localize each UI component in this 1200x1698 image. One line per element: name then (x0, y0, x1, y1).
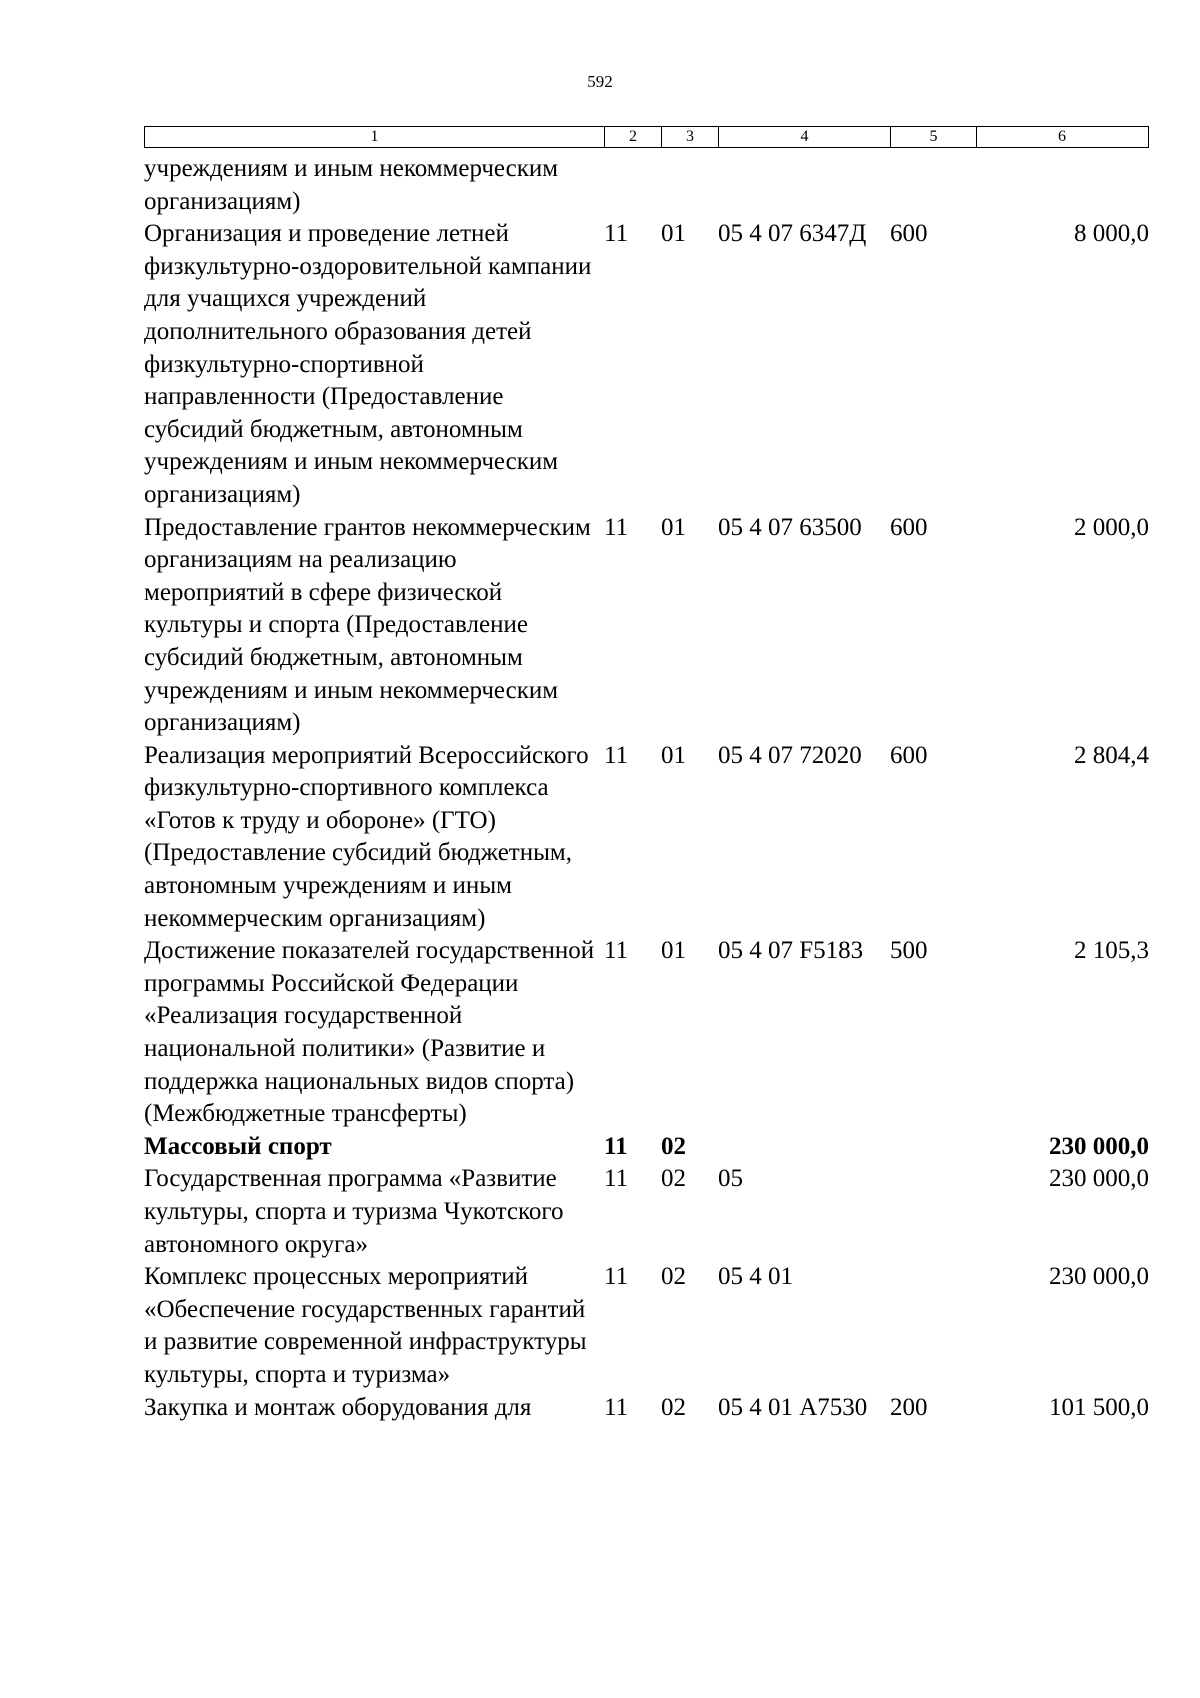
row-expense-type (890, 1131, 976, 1164)
row-amount: 230 000,0 (1049, 1165, 1149, 1193)
row-name: Предоставление грантов некоммерческим организациям на реализацию мероприятий в сфере физической культуры и спорта (Предоставление субсидий бюджетным, автономным учреждениям и иным некоммерческим организациям) (144, 513, 591, 737)
row-target-article: 05 4 07 72020 (718, 741, 862, 769)
row-amount: 230 000,0 (1049, 1132, 1149, 1160)
column-header-2: 2 (605, 127, 662, 147)
row-amount: 101 500,0 (1049, 1393, 1149, 1421)
row-subsection: 02 (661, 1132, 686, 1160)
row-amount: 2 804,4 (1074, 741, 1149, 769)
row-subsection: 02 (661, 1263, 686, 1291)
row-name: Достижение показателей государственной программы Российской Федерации «Реализация государственной национальной политики» (Развитие и поддержка национальных видов спорта) (Межбюджетные трансферты) (144, 937, 595, 1128)
row-subsection: 02 (661, 1393, 686, 1421)
column-header-6: 6 (1058, 128, 1066, 145)
row-target-article: 05 (718, 1165, 743, 1193)
row-target-article: 05 4 07 63500 (718, 513, 862, 541)
row-amount (976, 153, 1149, 218)
row-name: Массовый спорт (144, 1132, 332, 1160)
table-row (144, 1163, 1149, 1261)
page-number: 592 (587, 72, 613, 91)
row-target-article: 05 4 07 F5183 (718, 937, 864, 965)
row-target-article: 05 4 01 (718, 1263, 793, 1291)
row-subsection: 01 (661, 741, 686, 769)
column-header-4: 4 (719, 127, 891, 147)
budget-table (144, 153, 1149, 1424)
column-header-3: 3 (662, 127, 719, 147)
table-row (144, 935, 1149, 1131)
table-row (144, 218, 1149, 511)
row-expense-type: 600 (890, 220, 928, 248)
row-amount: 8 000,0 (1074, 220, 1149, 248)
column-header-row (144, 126, 1149, 148)
row-subsection: 02 (661, 1165, 686, 1193)
row-name: Комплекс процессных мероприятий «Обеспечение государственных гарантий и развитие современной инфраструктуры культуры, спорта и туризма» (144, 1263, 587, 1388)
row-amount: 2 105,3 (1074, 937, 1149, 965)
row-name: учреждениям и иным некоммерческим организациям) (144, 155, 559, 215)
row-target-article (718, 1131, 890, 1164)
row-section: 11 (604, 220, 629, 248)
row-expense-type (890, 1261, 976, 1391)
row-section: 11 (604, 1263, 629, 1291)
row-expense-type: 600 (890, 513, 928, 541)
table-row (144, 512, 1149, 740)
table-row (144, 153, 1149, 218)
row-section: 11 (604, 741, 629, 769)
table-row (144, 740, 1149, 936)
row-target-article: 05 4 01 А7530 (718, 1393, 868, 1421)
column-header-5: 5 (891, 127, 977, 147)
table-row (144, 1261, 1149, 1391)
row-section: 11 (604, 513, 629, 541)
row-name: Государственная программа «Развитие культуры, спорта и туризма Чукотского автономного округа» (144, 1165, 564, 1258)
row-amount: 2 000,0 (1074, 513, 1149, 541)
row-section: 11 (604, 937, 629, 965)
row-subsection: 01 (661, 937, 686, 965)
row-section: 11 (604, 1132, 628, 1160)
row-expense-type: 600 (890, 741, 928, 769)
row-expense-type (890, 1163, 976, 1261)
row-expense-type: 500 (890, 937, 928, 965)
column-header-1: 1 (145, 127, 605, 147)
row-expense-type (890, 153, 976, 218)
row-expense-type: 200 (890, 1393, 928, 1421)
row-section: 11 (604, 1165, 629, 1193)
row-target-article: 05 4 07 6347Д (718, 220, 867, 248)
table-row (144, 1131, 1149, 1164)
table-row (144, 1392, 1149, 1425)
row-section: 11 (604, 1393, 629, 1421)
row-target-article (718, 153, 890, 218)
row-name: Организация и проведение летней физкультурно-оздоровительной кампании для учащихся учреждений дополнительного образования детей физкультурно-спортивной направленности (Предоставление субсидий бюджетным, автономным учреждениям и иным некоммерческим организациям) (144, 220, 592, 508)
row-name: Закупка и монтаж оборудования для (144, 1393, 532, 1421)
row-subsection (661, 153, 718, 218)
row-subsection: 01 (661, 220, 686, 248)
row-subsection: 01 (661, 513, 686, 541)
row-name: Реализация мероприятий Всероссийского физкультурно-спортивного комплекса «Готов к труду и обороне» (ГТО) (Предоставление субсидий бюджетным, автономным учреждениям и иным некоммерческим организациям) (144, 741, 589, 932)
row-section (604, 153, 661, 218)
row-amount: 230 000,0 (1049, 1263, 1149, 1291)
